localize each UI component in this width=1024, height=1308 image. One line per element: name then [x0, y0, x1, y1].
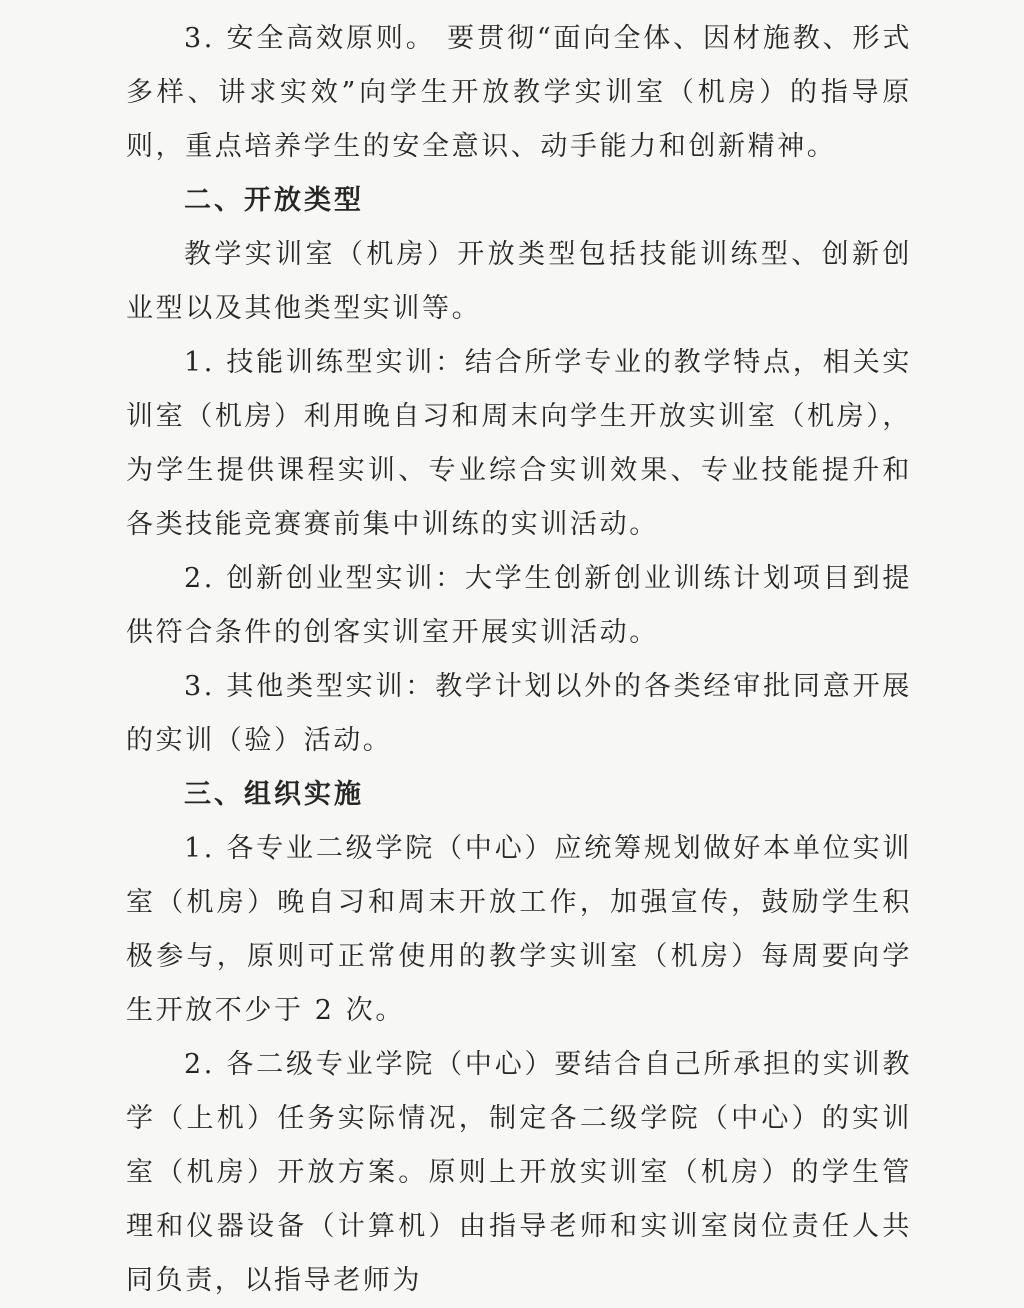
paragraph-skill-training: 1. 技能训练型实训：结合所学专业的教学特点，相关实训室（机房）利用晚自习和周末向学生开放实训室（机房），为学生提供课程实训、专业综合实训效果、专业技能提升和各类技能竞赛赛前集中训练的实训活动。 — [126, 347, 912, 540]
section-heading-implementation: 三、组织实施 — [184, 779, 364, 810]
paragraph-implementation-1: 1. 各专业二级学院（中心）应统筹规划做好本单位实训室（机房）晚自习和周末开放工作，加强宣传，鼓励学生积极参与，原则可正常使用的教学实训室（机房）每周要向学生开放不少于 2 次。 — [126, 833, 912, 1026]
paragraph-other-types: 3. 其他类型实训：教学计划以外的各类经审批同意开展的实训（验）活动。 — [126, 671, 912, 756]
paragraph-innovation: 2. 创新创业型实训：大学生创新创业训练计划项目到提供符合条件的创客实训室开展实训活动。 — [126, 563, 912, 648]
paragraph-open-types-intro: 教学实训室（机房）开放类型包括技能训练型、创新创业型以及其他类型实训等。 — [126, 239, 912, 324]
document-page — [0, 12, 1024, 1296]
paragraph-implementation-2: 2. 各二级专业学院（中心）要结合自己所承担的实训教学（上机）任务实际情况，制定各二级学院（中心）的实训室（机房）开放方案。原则上开放实训室（机房）的学生管理和仪器设备（计算机）由指导老师和实训室岗位责任人共同负责，以指导老师为 — [126, 1049, 912, 1296]
section-heading-open-types: 二、开放类型 — [184, 185, 364, 216]
paragraph-safety-principle: 3. 安全高效原则。 要贯彻“面向全体、因材施教、形式多样、讲求实效”向学生开放教学实训室（机房）的指导原则，重点培养学生的安全意识、动手能力和创新精神。 — [126, 23, 912, 162]
